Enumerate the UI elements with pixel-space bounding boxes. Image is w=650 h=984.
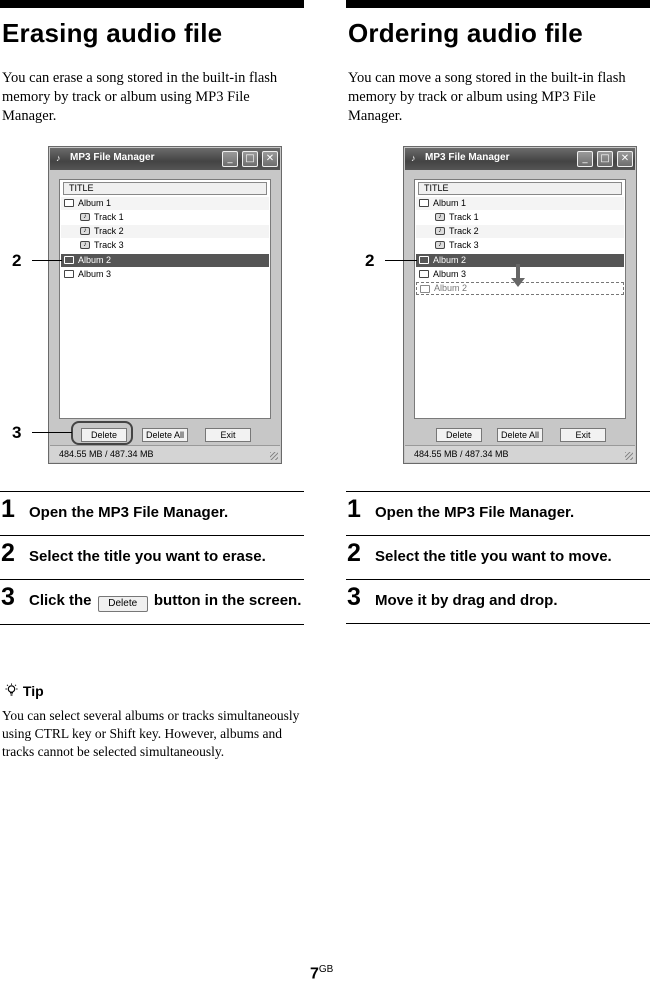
list-item-label: Track 3 <box>94 240 124 250</box>
list-item-label: Album 1 <box>433 198 467 208</box>
step-text-pre: Click the <box>29 592 92 609</box>
column-header-title[interactable]: TITLE <box>63 182 267 195</box>
list-item-label: Track 2 <box>449 226 479 236</box>
steps-list <box>346 491 650 624</box>
callout-2: 2 <box>365 251 375 270</box>
mp3-file-manager-window <box>48 146 282 464</box>
step-1 <box>0 491 304 535</box>
step-2 <box>0 535 304 579</box>
window-title: MP3 File Manager <box>70 152 155 163</box>
list-item-track-1[interactable] <box>416 211 624 224</box>
list-item-album-1[interactable] <box>416 197 624 210</box>
step-text: Open the MP3 File Manager. <box>29 504 229 521</box>
close-icon[interactable]: ✕ <box>262 151 278 167</box>
delete-button[interactable]: Delete <box>81 428 127 442</box>
tip-text: You can select several albums or tracks simultaneously using CTRL key or Shift key. However, albums and tracks cannot be selected simultaneously. <box>2 708 300 759</box>
list-item-track-2[interactable] <box>61 225 269 238</box>
callout-line <box>385 260 417 261</box>
minimize-icon[interactable]: _ <box>222 151 238 167</box>
callout-2: 2 <box>12 251 22 270</box>
window-titlebar <box>405 148 635 170</box>
title-list[interactable] <box>414 179 626 419</box>
step-number: 2 <box>1 539 15 567</box>
list-item-track-3[interactable] <box>416 239 624 252</box>
music-note-icon: ♪ <box>435 227 445 235</box>
app-icon: ♪ <box>411 153 416 163</box>
step-2 <box>346 535 650 579</box>
section-rule <box>346 0 650 8</box>
maximize-icon[interactable]: □ <box>242 151 258 167</box>
list-item-label: Track 2 <box>94 226 124 236</box>
list-item-album-1[interactable] <box>61 197 269 210</box>
resize-grip-icon[interactable] <box>625 452 633 460</box>
step-number: 3 <box>347 583 361 611</box>
intro-paragraph: You can move a song stored in the built-in flash memory by track or album using MP3 File Manager. <box>348 70 626 124</box>
delete-button[interactable]: Delete <box>436 428 482 442</box>
folder-icon <box>64 199 74 207</box>
step-number: 2 <box>347 539 361 567</box>
step-3 <box>346 579 650 624</box>
section-rule <box>0 0 304 8</box>
drag-arrow-icon <box>511 264 525 288</box>
step-text: Open the MP3 File Manager. <box>375 504 575 521</box>
steps-list <box>0 491 304 625</box>
list-item-label: Album 3 <box>78 269 112 279</box>
delete-all-button[interactable]: Delete All <box>497 428 543 442</box>
music-note-icon: ♪ <box>80 227 90 235</box>
status-bar: 484.55 MB / 487.34 MB <box>405 445 635 462</box>
delete-all-button[interactable]: Delete All <box>142 428 188 442</box>
folder-icon <box>64 270 74 278</box>
step-number: 1 <box>1 495 15 523</box>
folder-icon <box>64 256 74 264</box>
column-header-title[interactable]: TITLE <box>418 182 622 195</box>
list-item-label: Album 2 <box>433 255 467 265</box>
erasing-section <box>0 0 304 126</box>
music-note-icon: ♪ <box>435 241 445 249</box>
delete-button-highlight <box>71 421 133 445</box>
page-number <box>310 964 333 983</box>
callout-3: 3 <box>12 423 22 442</box>
section-heading: Ordering audio file <box>348 18 583 48</box>
window-titlebar <box>50 148 280 170</box>
status-bar: 484.55 MB / 487.34 MB <box>50 445 280 462</box>
folder-icon <box>419 199 429 207</box>
tip-heading <box>4 683 44 699</box>
lightbulb-icon <box>4 683 19 698</box>
music-note-icon: ♪ <box>80 213 90 221</box>
page-number-value: 7 <box>310 965 319 983</box>
folder-icon <box>420 285 430 293</box>
callout-line <box>32 432 72 433</box>
list-item-label: Track 1 <box>94 212 124 222</box>
exit-button[interactable]: Exit <box>205 428 251 442</box>
list-item-track-3[interactable] <box>61 239 269 252</box>
music-note-icon: ♪ <box>435 213 445 221</box>
close-icon[interactable]: ✕ <box>617 151 633 167</box>
folder-icon <box>419 256 429 264</box>
list-item-label: Track 1 <box>449 212 479 222</box>
list-item-album-3[interactable] <box>61 268 269 281</box>
intro-paragraph: You can erase a song stored in the built-in flash memory by track or album using MP3 File Manager. <box>2 70 278 124</box>
section-heading: Erasing audio file <box>2 18 223 48</box>
tip-label: Tip <box>22 683 44 699</box>
step-text: Select the title you want to erase. <box>29 548 266 565</box>
folder-icon <box>419 270 429 278</box>
list-item-album-2-selected[interactable] <box>61 254 269 267</box>
resize-grip-icon[interactable] <box>270 452 278 460</box>
list-item-track-1[interactable] <box>61 211 269 224</box>
mp3-file-manager-window <box>403 146 637 464</box>
step-3 <box>0 579 304 625</box>
page-number-suffix: GB <box>318 964 334 975</box>
exit-button[interactable]: Exit <box>560 428 606 442</box>
step-number: 3 <box>1 583 15 611</box>
list-item-label: Album 2 <box>78 255 112 265</box>
window-title: MP3 File Manager <box>425 152 510 163</box>
callout-line <box>32 260 62 261</box>
step-text-post: button in the screen. <box>153 592 302 609</box>
step-1 <box>346 491 650 535</box>
step-text: Select the title you want to move. <box>375 548 612 565</box>
list-item-label: Album 2 <box>434 283 468 293</box>
maximize-icon[interactable]: □ <box>597 151 613 167</box>
title-list[interactable] <box>59 179 271 419</box>
step-number: 1 <box>347 495 361 523</box>
ordering-section <box>346 0 650 126</box>
step-text: Move it by drag and drop. <box>375 592 558 609</box>
minimize-icon[interactable]: _ <box>577 151 593 167</box>
list-item-label: Album 3 <box>433 269 467 279</box>
app-icon: ♪ <box>56 153 61 163</box>
list-item-label: Track 3 <box>449 240 479 250</box>
list-item-track-2[interactable] <box>416 225 624 238</box>
list-item-label: Album 1 <box>78 198 112 208</box>
music-note-icon: ♪ <box>80 241 90 249</box>
inline-delete-button: Delete <box>98 596 148 612</box>
